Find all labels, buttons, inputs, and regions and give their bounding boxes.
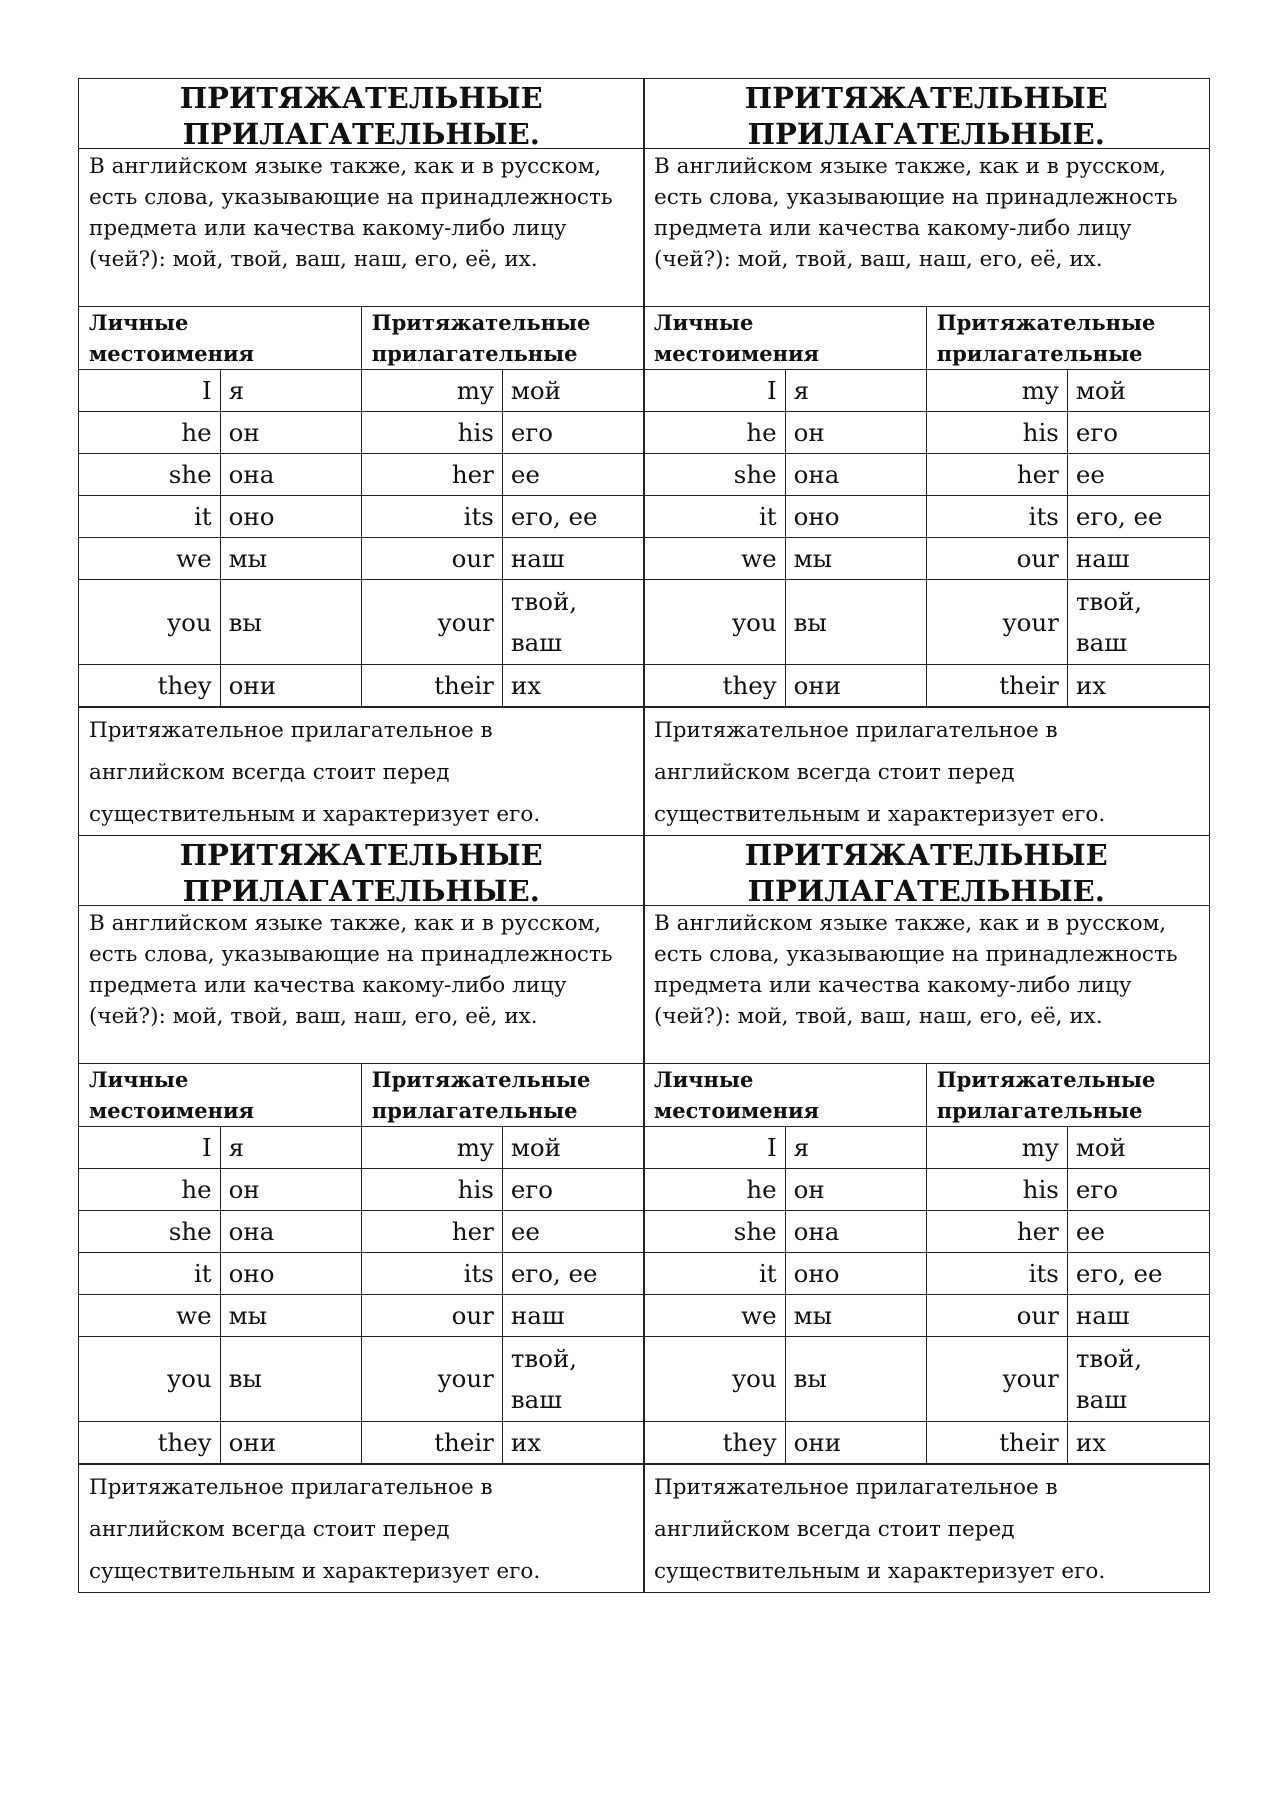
table-header-row bbox=[644, 1064, 1209, 1127]
possessive-ru: ее bbox=[502, 454, 643, 496]
pronoun-en: they bbox=[79, 1421, 220, 1463]
pronoun-en: it bbox=[79, 496, 220, 538]
table-row bbox=[79, 1336, 644, 1421]
pronoun-ru: они bbox=[220, 665, 361, 707]
possessive-en: her bbox=[926, 1210, 1067, 1252]
table-row bbox=[644, 1421, 1209, 1463]
note-text: Притяжательное прилагательное в английском всегда стоит перед существительным и характеризует его. bbox=[644, 707, 1209, 835]
pronoun-ru: он bbox=[785, 1168, 926, 1210]
table-header-row bbox=[79, 307, 644, 370]
table-row bbox=[79, 370, 644, 412]
rule-card bbox=[643, 835, 1210, 1593]
pronoun-en: you bbox=[644, 580, 785, 665]
table-row bbox=[644, 1210, 1209, 1252]
possessive-ru: его bbox=[502, 412, 643, 454]
header-possessive-line-1: Притяжательные bbox=[936, 310, 1156, 335]
possessive-ru: их bbox=[502, 1421, 643, 1463]
possessive-ru: его, ее bbox=[502, 1252, 643, 1294]
pronoun-table bbox=[79, 1064, 644, 1464]
possessive-ru: их bbox=[502, 665, 643, 707]
pronoun-ru: мы bbox=[785, 538, 926, 580]
pronoun-ru: оно bbox=[785, 1252, 926, 1294]
header-personal-line-1: Личные bbox=[89, 310, 189, 335]
possessive-en: her bbox=[926, 454, 1067, 496]
possessive-ru: его bbox=[502, 1168, 643, 1210]
pronoun-en: he bbox=[79, 1168, 220, 1210]
note-text: Притяжательное прилагательное в английском всегда стоит перед существительным и характеризует его. bbox=[79, 707, 644, 835]
pronoun-ru: она bbox=[220, 1210, 361, 1252]
table-row bbox=[79, 1168, 644, 1210]
pronoun-en: I bbox=[79, 370, 220, 412]
title-line-2: ПРИЛАГАТЕЛЬНЫЕ. bbox=[747, 117, 1105, 151]
pronoun-ru: мы bbox=[785, 1294, 926, 1336]
header-personal-line-1: Личные bbox=[89, 1066, 189, 1092]
possessive-ru: наш bbox=[502, 1294, 643, 1336]
pronoun-en: they bbox=[79, 665, 220, 707]
table-row bbox=[79, 1252, 644, 1294]
table-header-row bbox=[644, 307, 1209, 370]
header-personal-pronouns bbox=[644, 1064, 926, 1127]
table-row bbox=[644, 538, 1209, 580]
possessive-ru: его, ее bbox=[1067, 496, 1208, 538]
possessive-en: our bbox=[926, 538, 1067, 580]
title-line-1: ПРИТЯЖАТЕЛЬНЫЕ bbox=[179, 81, 543, 115]
header-possessive-line-1: Притяжательные bbox=[371, 310, 591, 335]
pronoun-en: it bbox=[644, 1252, 785, 1294]
intro-text: В английском языке также, как и в русском, есть слова, указывающие на принадлежность предмета или качества какому-либо лицу (чей?): мой, твой, ваш, наш, его, её, их. bbox=[79, 149, 644, 307]
card-title bbox=[644, 836, 1209, 906]
possessive-en: our bbox=[361, 538, 502, 580]
pronoun-en: we bbox=[644, 1294, 785, 1336]
pronoun-ru: оно bbox=[785, 496, 926, 538]
header-personal-line-1: Личные bbox=[654, 310, 754, 335]
pronoun-ru: она bbox=[785, 1210, 926, 1252]
pronoun-ru: мы bbox=[220, 538, 361, 580]
table-row bbox=[79, 412, 644, 454]
pronoun-ru: я bbox=[220, 370, 361, 412]
pronoun-ru: они bbox=[785, 1421, 926, 1463]
possessive-ru: наш bbox=[502, 538, 643, 580]
possessive-en: its bbox=[926, 1252, 1067, 1294]
pronoun-ru: он bbox=[785, 412, 926, 454]
possessive-ru: наш bbox=[1067, 538, 1208, 580]
pronoun-ru: они bbox=[220, 1421, 361, 1463]
table-row bbox=[644, 1168, 1209, 1210]
possessive-ru: мой bbox=[502, 1126, 643, 1168]
possessive-en: your bbox=[361, 1336, 502, 1421]
title-line-2: ПРИЛАГАТЕЛЬНЫЕ. bbox=[182, 873, 540, 908]
pronoun-en: he bbox=[644, 1168, 785, 1210]
pronoun-en: they bbox=[644, 1421, 785, 1463]
header-possessive-adjectives bbox=[361, 307, 643, 370]
header-possessive-adjectives bbox=[926, 307, 1208, 370]
card-title bbox=[79, 79, 644, 149]
pronoun-en: we bbox=[79, 538, 220, 580]
pronoun-ru: он bbox=[220, 1168, 361, 1210]
pronoun-table bbox=[644, 1064, 1209, 1464]
header-personal-line-2: местоимения bbox=[654, 1097, 820, 1123]
pronoun-ru: она bbox=[220, 454, 361, 496]
intro-text: В английском языке также, как и в русском, есть слова, указывающие на принадлежность предмета или качества какому-либо лицу (чей?): мой, твой, ваш, наш, его, её, их. bbox=[644, 149, 1209, 307]
possessive-en: my bbox=[361, 1126, 502, 1168]
title-line-2: ПРИЛАГАТЕЛЬНЫЕ. bbox=[747, 873, 1105, 908]
pronoun-table bbox=[79, 307, 644, 707]
possessive-en: its bbox=[926, 496, 1067, 538]
header-possessive-adjectives bbox=[926, 1064, 1208, 1127]
header-personal-pronouns bbox=[79, 307, 361, 370]
possessive-ru: твой, ваш bbox=[1067, 580, 1208, 665]
possessive-ru: ее bbox=[1067, 1210, 1208, 1252]
pronoun-ru: они bbox=[785, 665, 926, 707]
table-row bbox=[79, 538, 644, 580]
possessive-ru: их bbox=[1067, 665, 1208, 707]
possessive-ru: их bbox=[1067, 1421, 1208, 1463]
header-personal-line-2: местоимения bbox=[654, 341, 820, 366]
intro-text: В английском языке также, как и в русском, есть слова, указывающие на принадлежность предмета или качества какому-либо лицу (чей?): мой, твой, ваш, наш, его, её, их. bbox=[644, 906, 1209, 1064]
pronoun-ru: вы bbox=[785, 1336, 926, 1421]
table-row bbox=[79, 1126, 644, 1168]
pronoun-ru: он bbox=[220, 412, 361, 454]
pronoun-en: you bbox=[644, 1336, 785, 1421]
header-personal-line-2: местоимения bbox=[89, 341, 255, 366]
table-row bbox=[644, 496, 1209, 538]
table-row bbox=[644, 1126, 1209, 1168]
possessive-en: your bbox=[361, 580, 502, 665]
possessive-en: your bbox=[926, 1336, 1067, 1421]
pronoun-en: I bbox=[644, 370, 785, 412]
table-row bbox=[644, 412, 1209, 454]
table-row bbox=[644, 370, 1209, 412]
possessive-en: its bbox=[361, 1252, 502, 1294]
pronoun-en: they bbox=[644, 665, 785, 707]
pronoun-en: I bbox=[644, 1126, 785, 1168]
pronoun-en: you bbox=[79, 580, 220, 665]
header-possessive-line-1: Притяжательные bbox=[371, 1066, 591, 1092]
pronoun-ru: вы bbox=[785, 580, 926, 665]
possessive-ru: мой bbox=[1067, 370, 1208, 412]
table-row bbox=[644, 580, 1209, 665]
possessive-en: his bbox=[926, 412, 1067, 454]
pronoun-ru: вы bbox=[220, 1336, 361, 1421]
intro-text: В английском языке также, как и в русском, есть слова, указывающие на принадлежность предмета или качества какому-либо лицу (чей?): мой, твой, ваш, наш, его, её, их. bbox=[79, 906, 644, 1064]
possessive-ru: его bbox=[1067, 1168, 1208, 1210]
possessive-en: your bbox=[926, 580, 1067, 665]
title-line-2: ПРИЛАГАТЕЛЬНЫЕ. bbox=[182, 117, 540, 151]
table-row bbox=[79, 454, 644, 496]
possessive-ru: ее bbox=[502, 1210, 643, 1252]
table-row bbox=[644, 454, 1209, 496]
possessive-en: their bbox=[361, 1421, 502, 1463]
pronoun-ru: оно bbox=[220, 496, 361, 538]
title-line-1: ПРИТЯЖАТЕЛЬНЫЕ bbox=[744, 81, 1108, 115]
title-line-1: ПРИТЯЖАТЕЛЬНЫЕ bbox=[179, 837, 543, 872]
possessive-en: my bbox=[926, 1126, 1067, 1168]
header-possessive-line-1: Притяжательные bbox=[936, 1066, 1156, 1092]
pronoun-ru: вы bbox=[220, 580, 361, 665]
table-row bbox=[644, 1294, 1209, 1336]
rule-card bbox=[78, 78, 645, 836]
table-row bbox=[79, 1421, 644, 1463]
possessive-en: their bbox=[926, 1421, 1067, 1463]
possessive-ru: твой, ваш bbox=[502, 1336, 643, 1421]
card-title bbox=[79, 836, 644, 906]
possessive-ru: мой bbox=[502, 370, 643, 412]
pronoun-en: she bbox=[644, 1210, 785, 1252]
header-possessive-line-2: прилагательные bbox=[936, 341, 1143, 366]
rule-card bbox=[643, 78, 1210, 836]
possessive-en: his bbox=[361, 412, 502, 454]
header-possessive-adjectives bbox=[361, 1064, 643, 1127]
pronoun-en: he bbox=[644, 412, 785, 454]
possessive-ru: его, ее bbox=[1067, 1252, 1208, 1294]
possessive-en: their bbox=[361, 665, 502, 707]
possessive-en: her bbox=[361, 454, 502, 496]
possessive-ru: наш bbox=[1067, 1294, 1208, 1336]
pronoun-en: it bbox=[644, 496, 785, 538]
header-personal-pronouns bbox=[644, 307, 926, 370]
pronoun-en: it bbox=[79, 1252, 220, 1294]
note-text: Притяжательное прилагательное в английском всегда стоит перед существительным и характеризует его. bbox=[79, 1464, 644, 1592]
note-text: Притяжательное прилагательное в английском всегда стоит перед существительным и характеризует его. bbox=[644, 1464, 1209, 1592]
pronoun-en: I bbox=[79, 1126, 220, 1168]
pronoun-table bbox=[644, 307, 1209, 707]
pronoun-en: he bbox=[79, 412, 220, 454]
table-row bbox=[79, 496, 644, 538]
pronoun-en: you bbox=[79, 1336, 220, 1421]
pronoun-en: she bbox=[79, 1210, 220, 1252]
pronoun-ru: она bbox=[785, 454, 926, 496]
possessive-en: our bbox=[926, 1294, 1067, 1336]
possessive-ru: мой bbox=[1067, 1126, 1208, 1168]
header-possessive-line-2: прилагательные bbox=[371, 341, 578, 366]
pronoun-ru: я bbox=[785, 370, 926, 412]
possessive-en: their bbox=[926, 665, 1067, 707]
possessive-ru: его, ее bbox=[502, 496, 643, 538]
title-line-1: ПРИТЯЖАТЕЛЬНЫЕ bbox=[744, 837, 1108, 872]
table-row bbox=[79, 1210, 644, 1252]
possessive-en: my bbox=[926, 370, 1067, 412]
table-row bbox=[79, 665, 644, 707]
possessive-ru: твой, ваш bbox=[1067, 1336, 1208, 1421]
table-row bbox=[644, 1336, 1209, 1421]
table-header-row bbox=[79, 1064, 644, 1127]
possessive-en: my bbox=[361, 370, 502, 412]
pronoun-en: we bbox=[79, 1294, 220, 1336]
possessive-en: our bbox=[361, 1294, 502, 1336]
header-possessive-line-2: прилагательные bbox=[936, 1097, 1143, 1123]
header-possessive-line-2: прилагательные bbox=[371, 1097, 578, 1123]
possessive-ru: твой, ваш bbox=[502, 580, 643, 665]
pronoun-ru: мы bbox=[220, 1294, 361, 1336]
header-personal-line-1: Личные bbox=[654, 1066, 754, 1092]
possessive-en: his bbox=[361, 1168, 502, 1210]
rule-card bbox=[78, 835, 645, 1593]
pronoun-ru: я bbox=[785, 1126, 926, 1168]
pronoun-ru: оно bbox=[220, 1252, 361, 1294]
card-title bbox=[644, 79, 1209, 149]
possessive-en: her bbox=[361, 1210, 502, 1252]
possessive-ru: ее bbox=[1067, 454, 1208, 496]
worksheet bbox=[78, 78, 1208, 1591]
table-row bbox=[79, 580, 644, 665]
pronoun-ru: я bbox=[220, 1126, 361, 1168]
header-personal-line-2: местоимения bbox=[89, 1097, 255, 1123]
header-personal-pronouns bbox=[79, 1064, 361, 1127]
table-row bbox=[644, 665, 1209, 707]
possessive-ru: его bbox=[1067, 412, 1208, 454]
pronoun-en: we bbox=[644, 538, 785, 580]
table-row bbox=[644, 1252, 1209, 1294]
table-row bbox=[79, 1294, 644, 1336]
possessive-en: its bbox=[361, 496, 502, 538]
possessive-en: his bbox=[926, 1168, 1067, 1210]
pronoun-en: she bbox=[79, 454, 220, 496]
pronoun-en: she bbox=[644, 454, 785, 496]
